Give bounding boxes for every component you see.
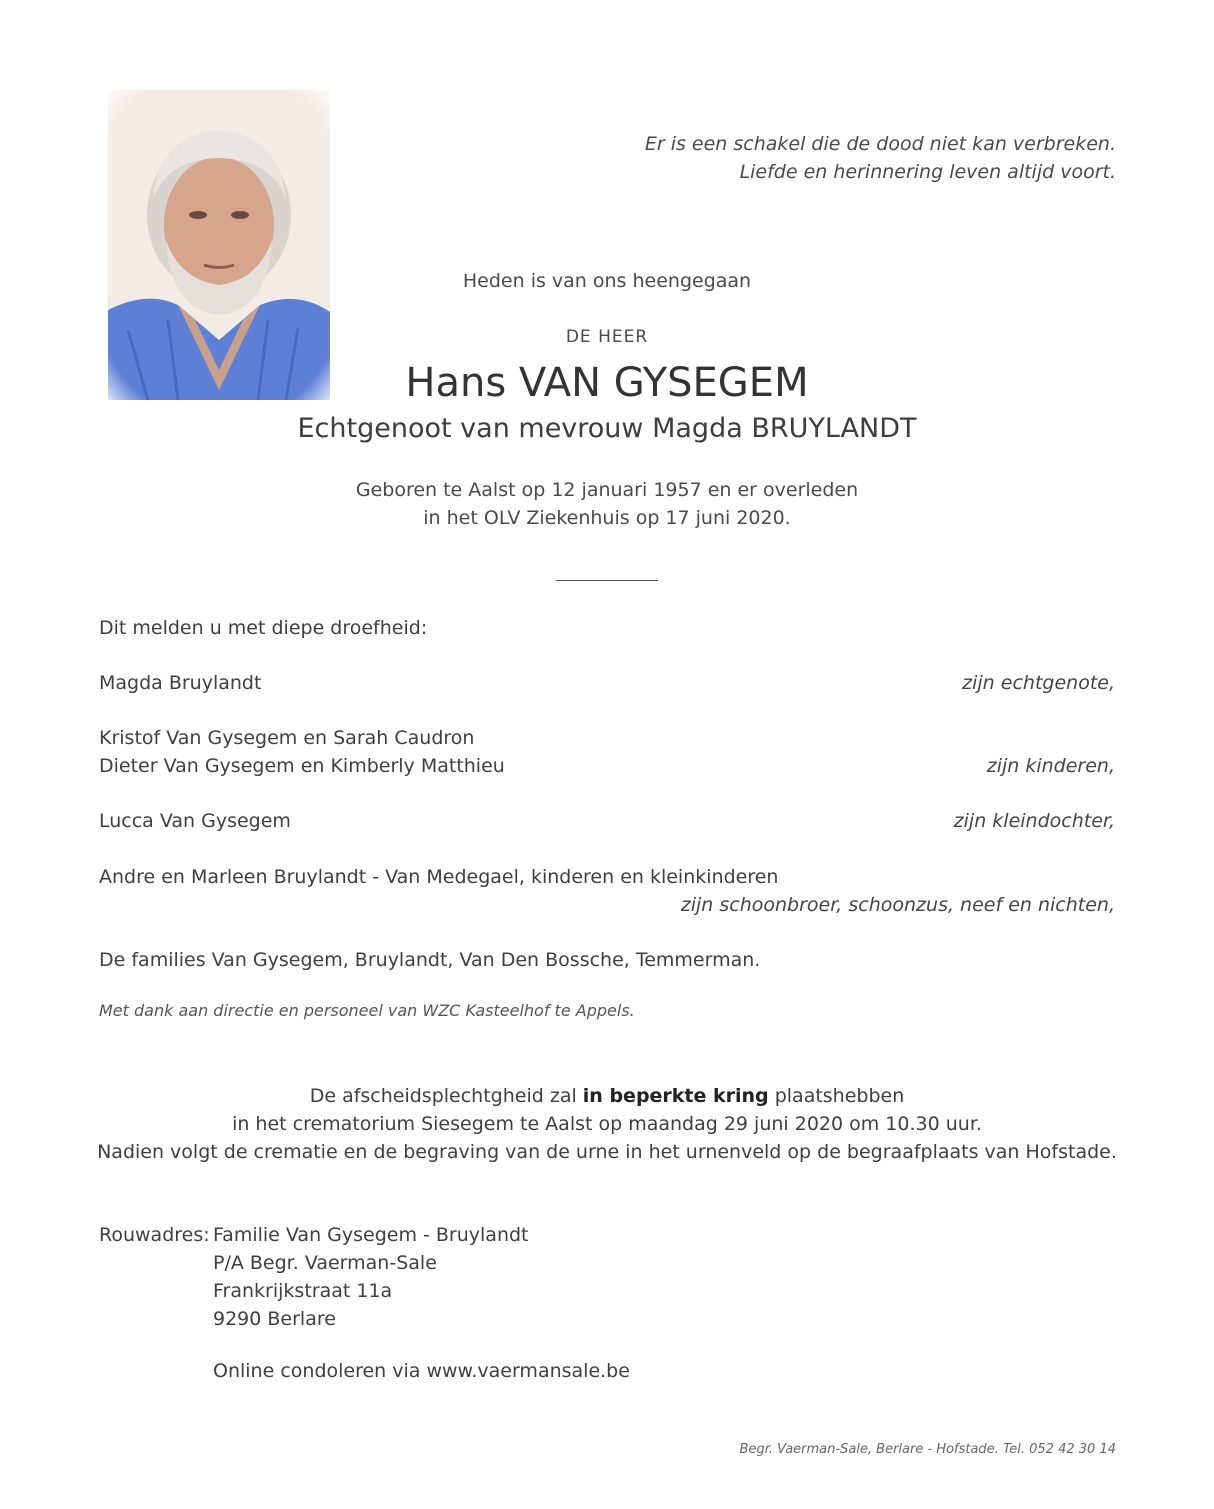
- ceremony-post: plaatshebben: [768, 1085, 905, 1107]
- intro-text: Heden is van ons heengegaan: [462, 270, 752, 292]
- divider: [556, 580, 658, 581]
- family-name: Andre en Marleen Bruylandt - Van Medegael, kinderen en kleinkinderen: [99, 866, 779, 888]
- address-label: Rouwadres:: [99, 1224, 210, 1246]
- family-row-kristof: [99, 724, 1115, 752]
- spouse-line: Echtgenoot van mevrouw Magda BRUYLANDT: [297, 413, 917, 444]
- ceremony-bold: in beperkte kring: [582, 1085, 769, 1107]
- family-name: Magda Bruylandt: [99, 672, 262, 694]
- family-row-andre-role: [99, 891, 1115, 919]
- family-role: zijn kinderen,: [986, 755, 1115, 777]
- family-name: Kristof Van Gysegem en Sarah Caudron: [99, 727, 475, 749]
- family-name: De families Van Gysegem, Bruylandt, Van Den Bossche, Temmerman.: [99, 949, 761, 971]
- address-line-1: Familie Van Gysegem - Bruylandt: [213, 1224, 529, 1246]
- mourning-address: [213, 1221, 529, 1333]
- born-line-1: Geboren te Aalst op 12 januari 1957 en er overleden: [355, 479, 859, 501]
- family-row-families: [99, 946, 1115, 974]
- born-line-2: in het OLV Ziekenhuis op 17 juni 2020.: [423, 507, 791, 529]
- family-name: Dieter Van Gysegem en Kimberly Matthieu: [99, 755, 505, 777]
- thanks-note: Met dank aan directie en personeel van WZC Kasteelhof te Appels.: [99, 1001, 635, 1020]
- family-role: zijn kleindochter,: [953, 810, 1115, 832]
- portrait-illustration: [108, 90, 330, 400]
- quote: [645, 130, 1116, 186]
- ceremony-line-1: [0, 1082, 1214, 1110]
- address-line-4: 9290 Berlare: [213, 1308, 336, 1330]
- deceased-name: Hans VAN GYSEGEM: [405, 360, 809, 406]
- address-line-2: P/A Begr. Vaerman-Sale: [213, 1252, 437, 1274]
- ceremony-line-2: in het crematorium Siesegem te Aalst op maandag 29 juni 2020 om 10.30 uur.: [232, 1113, 982, 1135]
- honorific: DE HEER: [565, 327, 649, 347]
- announce-label: Dit melden u met diepe droefheid:: [99, 617, 428, 639]
- family-role: zijn echtgenote,: [962, 672, 1115, 694]
- quote-line-2: Liefde en herinnering leven altijd voort.: [739, 161, 1116, 183]
- portrait-photo: [108, 90, 330, 400]
- ceremony-pre: De afscheidsplechtgheid zal: [309, 1085, 583, 1107]
- ceremony-info: [0, 1082, 1214, 1166]
- quote-line-1: Er is een schakel die de dood niet kan verbreken.: [644, 133, 1116, 155]
- family-role: zijn schoonbroer, schoonzus, neef en nichten,: [680, 894, 1115, 916]
- birth-death-info: [0, 476, 1214, 532]
- family-row-magda: [99, 669, 1115, 697]
- family-row-lucca: [99, 807, 1115, 835]
- ceremony-line-3: Nadien volgt de crematie en de begraving van de urne in het urnenveld op de begraafplaats van Hofstade.: [97, 1141, 1117, 1163]
- announce-text: [99, 614, 1115, 642]
- footer-credit: Begr. Vaerman-Sale, Berlare - Hofstade. Tel. 052 42 30 14: [739, 1442, 1116, 1457]
- address-line-3: Frankrijkstraat 11a: [213, 1280, 393, 1302]
- family-row-andre: [99, 863, 1115, 891]
- online-condolence: Online condoleren via www.vaermansale.be: [213, 1360, 630, 1382]
- family-name: Lucca Van Gysegem: [99, 810, 291, 832]
- family-row-dieter: [99, 752, 1115, 780]
